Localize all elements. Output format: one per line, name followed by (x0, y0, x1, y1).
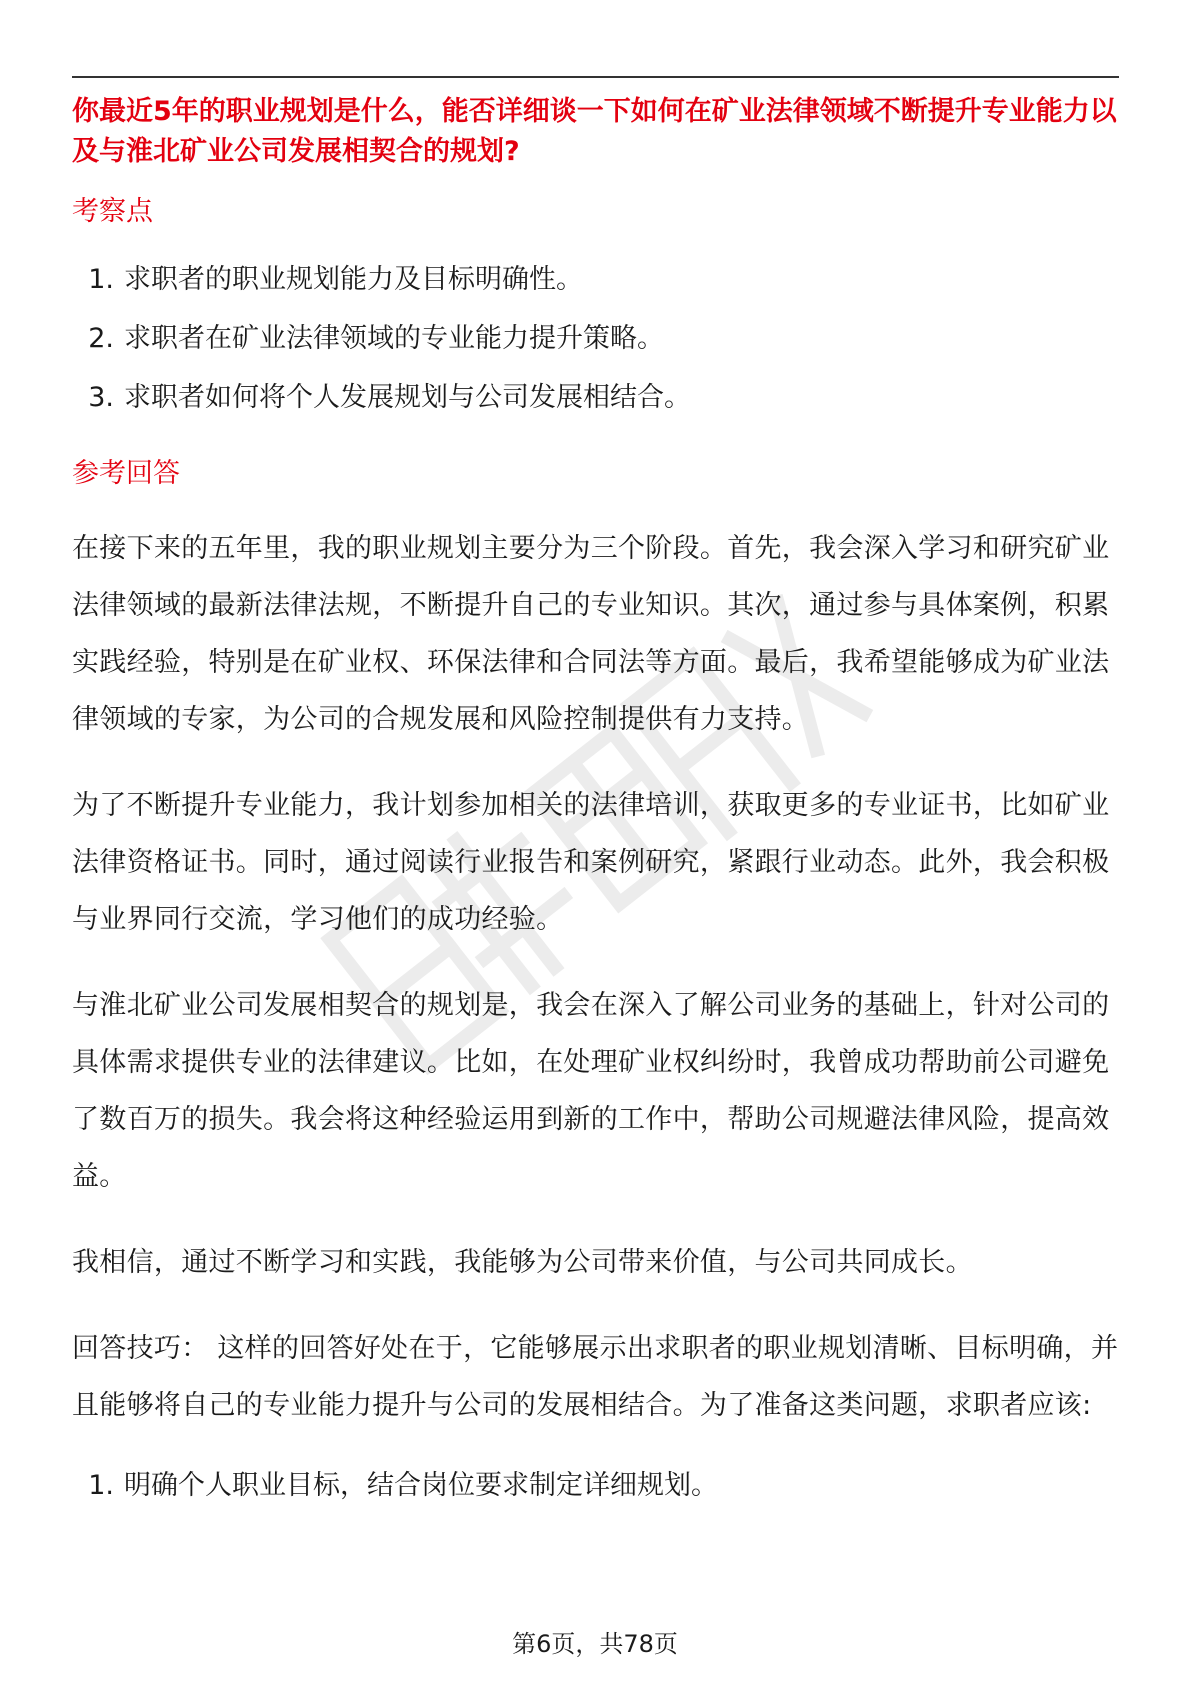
list-item-text: 明确个人职业目标，结合岗位要求制定详细规划。 (124, 1470, 718, 1501)
top-divider (72, 76, 1119, 78)
list-item-text: 求职者如何将个人发展规划与公司发展相结合。 (124, 382, 691, 413)
list-number: 1. (88, 1470, 114, 1501)
question-heading: 你最近5年的职业规划是什么，能否详细谈一下如何在矿业法律领域不断提升专业能力以及与淮北矿业公司发展相契合的规划? (72, 96, 1117, 167)
list-item (72, 1466, 1119, 1506)
list-item (72, 260, 1119, 300)
tips-paragraph: 回答技巧： 这样的回答好处在于，它能够展示出求职者的职业规划清晰、目标明确，并且能够将自己的专业能力提升与公司的发展相结合。为了准备这类问题，求职者应该: (72, 1333, 1119, 1421)
list-number: 2. (88, 323, 114, 354)
tips-list (72, 1466, 1119, 1506)
answer-paragraph: 与淮北矿业公司发展相契合的规划是，我会在深入了解公司业务的基础上，针对公司的具体需求提供专业的法律建议。比如，在处理矿业权纠纷时，我曾成功帮助前公司避免了数百万的损失。我会将这种经验运用到新的工作中，帮助公司规避法律风险，提高效益。 (72, 990, 1110, 1192)
list-item (72, 319, 1119, 359)
points-heading: 考察点 (72, 196, 153, 227)
list-item (72, 378, 1119, 418)
document-body (72, 92, 1119, 1506)
answer-heading: 参考回答 (72, 458, 180, 489)
list-number: 1. (88, 264, 114, 295)
points-list (72, 260, 1119, 418)
page-footer: 第6页，共78页 (512, 1630, 678, 1658)
answer-paragraph: 为了不断提升专业能力，我计划参加相关的法律培训，获取更多的专业证书，比如矿业法律资格证书。同时，通过阅读行业报告和案例研究，紧跟行业动态。此外，我会积极与业界同行交流，学习他们的成功经验。 (72, 790, 1110, 935)
list-item-text: 求职者在矿业法律领域的专业能力提升策略。 (124, 323, 664, 354)
list-number: 3. (88, 382, 114, 413)
answer-paragraph: 我相信，通过不断学习和实践，我能够为公司带来价值，与公司共同成长。 (72, 1247, 973, 1278)
list-item-text: 求职者的职业规划能力及目标明确性。 (124, 264, 583, 295)
answer-paragraph: 在接下来的五年里，我的职业规划主要分为三个阶段。首先，我会深入学习和研究矿业法律领域的最新法律法规，不断提升自己的专业知识。其次，通过参与具体案例，积累实践经验，特别是在矿业权、环保法律和合同法等方面。最后，我希望能够成为矿业法律领域的专家，为公司的合规发展和风险控制提供有力支持。 (72, 533, 1110, 735)
